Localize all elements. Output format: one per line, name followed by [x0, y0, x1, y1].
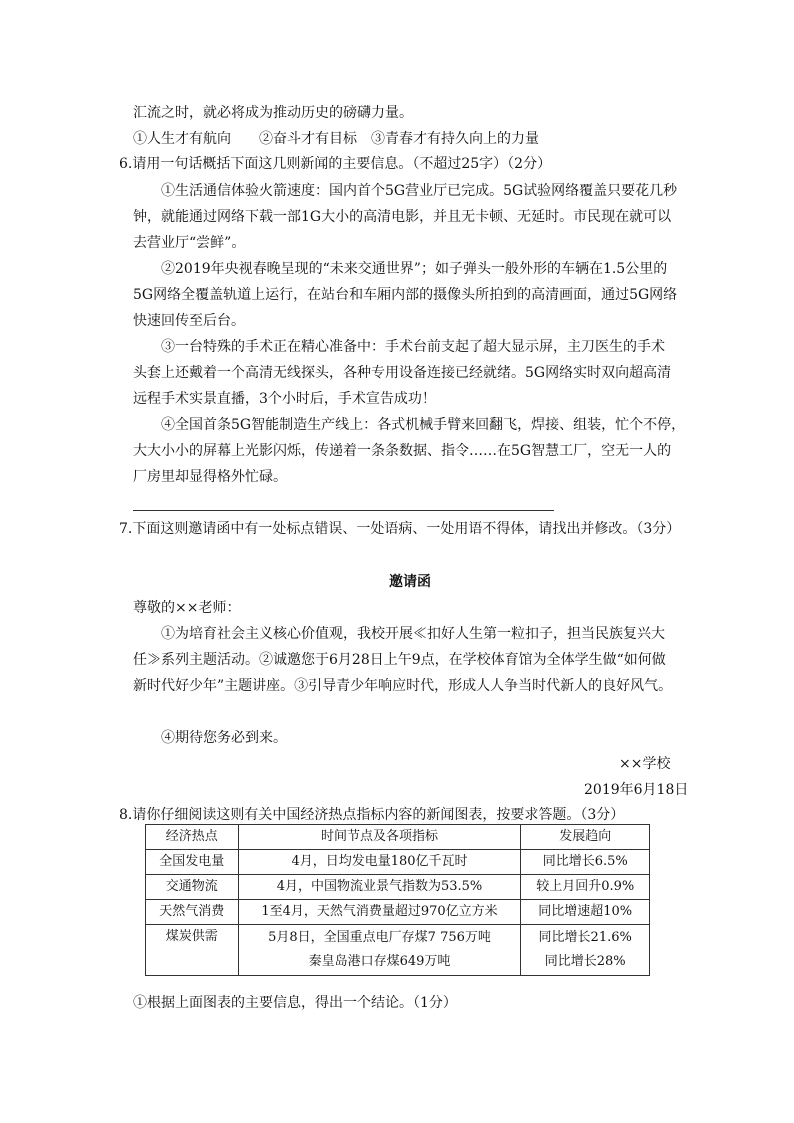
- table-cell: 1至4月，天然气消费量超过970亿立方米: [238, 900, 521, 925]
- table-cell: 较上月回升0.9%: [521, 875, 650, 900]
- table-header: 时间节点及各项指标: [238, 825, 521, 850]
- question-8-sub: ①根据上面图表的主要信息，得出一个结论。（1分）: [133, 995, 457, 1011]
- table-row: [146, 875, 650, 900]
- table-cell: 4月，日均发电量180亿千瓦时: [238, 850, 521, 875]
- news-3-line: 头套上还戴着一个高清无线探头，各种专用设备连接已经就绪。5G网络实时双向超高清: [133, 365, 672, 381]
- letter-line: ④期待您务必到来。: [161, 730, 287, 746]
- table-header-row: [146, 825, 650, 850]
- news-3-line: 远程手术实景直播，3个小时后，手术宣告成功！: [133, 391, 436, 407]
- question-6: 6.请用一句话概括下面这几则新闻的主要信息。（不超过25字）（2分）: [119, 156, 552, 172]
- letter-line: 新时代好少年”主题讲座。③引导青少年响应时代，形成人人争当时代新人的良好风气。: [133, 678, 673, 694]
- letter-date: 2019年6月18日: [584, 782, 689, 798]
- question-8: 8.请你仔细阅读这则有关中国经济热点指标内容的新闻图表，按要求答题。（3分）: [119, 807, 625, 823]
- table-cell: 同比增速超10%: [521, 900, 650, 925]
- text-line: ①人生才有航向 ②奋斗才有目标 ③青春才有持久向上的力量: [133, 131, 539, 147]
- table-cell: 全国发电量: [146, 850, 239, 875]
- table-cell: 煤炭供需: [146, 925, 239, 976]
- table-cell: [521, 925, 650, 976]
- table-header: 发展趋向: [521, 825, 650, 850]
- letter-line: ①为培育社会主义核心价值观，我校开展≪扣好人生第一粒扣子，担当民族复兴大: [161, 626, 665, 642]
- table-cell: 4月，中国物流业景气指数为53.5%: [238, 875, 521, 900]
- letter-line: 任≫系列主题活动。②诚邀您于6月28日上午9点，在学校体育馆为全体学生做“如何做: [133, 652, 666, 668]
- news-4-line: 厂房里却显得格外忙碌。: [133, 469, 287, 485]
- letter-greeting: 尊敬的××老师：: [133, 600, 241, 616]
- news-4-line: ④全国首条5G智能制造生产线上：各式机械手臂来回翻飞，焊接、组装，忙个不停，: [161, 417, 686, 433]
- table-header: 经济热点: [146, 825, 239, 850]
- news-1-line: 钟，就能通过网络下载一部1G大小的高清电影，并且无卡顿、无延时。市民现在就可以: [133, 209, 672, 225]
- answer-line: [133, 510, 554, 511]
- text-line: 汇流之时，就必将成为推动历史的磅礴力量。: [133, 105, 413, 121]
- news-3-line: ③一台特殊的手术正在精心准备中：手术台前支起了超大显示屏，主刀医生的手术: [161, 339, 665, 355]
- table-row: [146, 925, 650, 976]
- news-2-line: ②2019年央视春晚呈现的“未来交通世界”；如子弹头一般外形的车辆在1.5公里的: [161, 261, 668, 277]
- table-cell-line: 同比增长28%: [544, 954, 626, 969]
- table-row: [146, 850, 650, 875]
- news-1-line: ①生活通信体验火箭速度：国内首个5G营业厅已完成。5G试验网络覆盖只要花几秒: [161, 183, 678, 199]
- table-cell: 交通物流: [146, 875, 239, 900]
- news-2-line: 快速回传至后台。: [133, 313, 245, 329]
- table-cell: 同比增长6.5%: [521, 850, 650, 875]
- news-1-line: 去营业厅“尝鲜”。: [133, 235, 246, 251]
- news-4-line: 大大小小的屏幕上光影闪烁，传递着一条条数据、指令……在5G智慧工厂，空无一人的: [133, 443, 672, 459]
- table-cell: 天然气消费: [146, 900, 239, 925]
- question-7: 7.下面这则邀请函中有一处标点错误、一处语病、一处用语不得体，请找出并修改。（3分）: [119, 521, 681, 537]
- table-cell-line: 秦皇岛港口存煤649万吨: [308, 954, 451, 969]
- news-2-line: 5G网络全覆盖轨道上运行，在站台和车厢内部的摄像头所拍到的高清画面，通过5G网络: [133, 287, 678, 303]
- letter-signature: ××学校: [619, 756, 671, 772]
- table-cell-line: 5月8日，全国重点电厂存煤7 756万吨: [268, 930, 491, 945]
- letter-title: 邀请函: [389, 574, 431, 590]
- table-row: [146, 900, 650, 925]
- table-cell-line: 同比增长21.6%: [538, 930, 632, 945]
- table-cell: [238, 925, 521, 976]
- economy-table: [145, 824, 650, 976]
